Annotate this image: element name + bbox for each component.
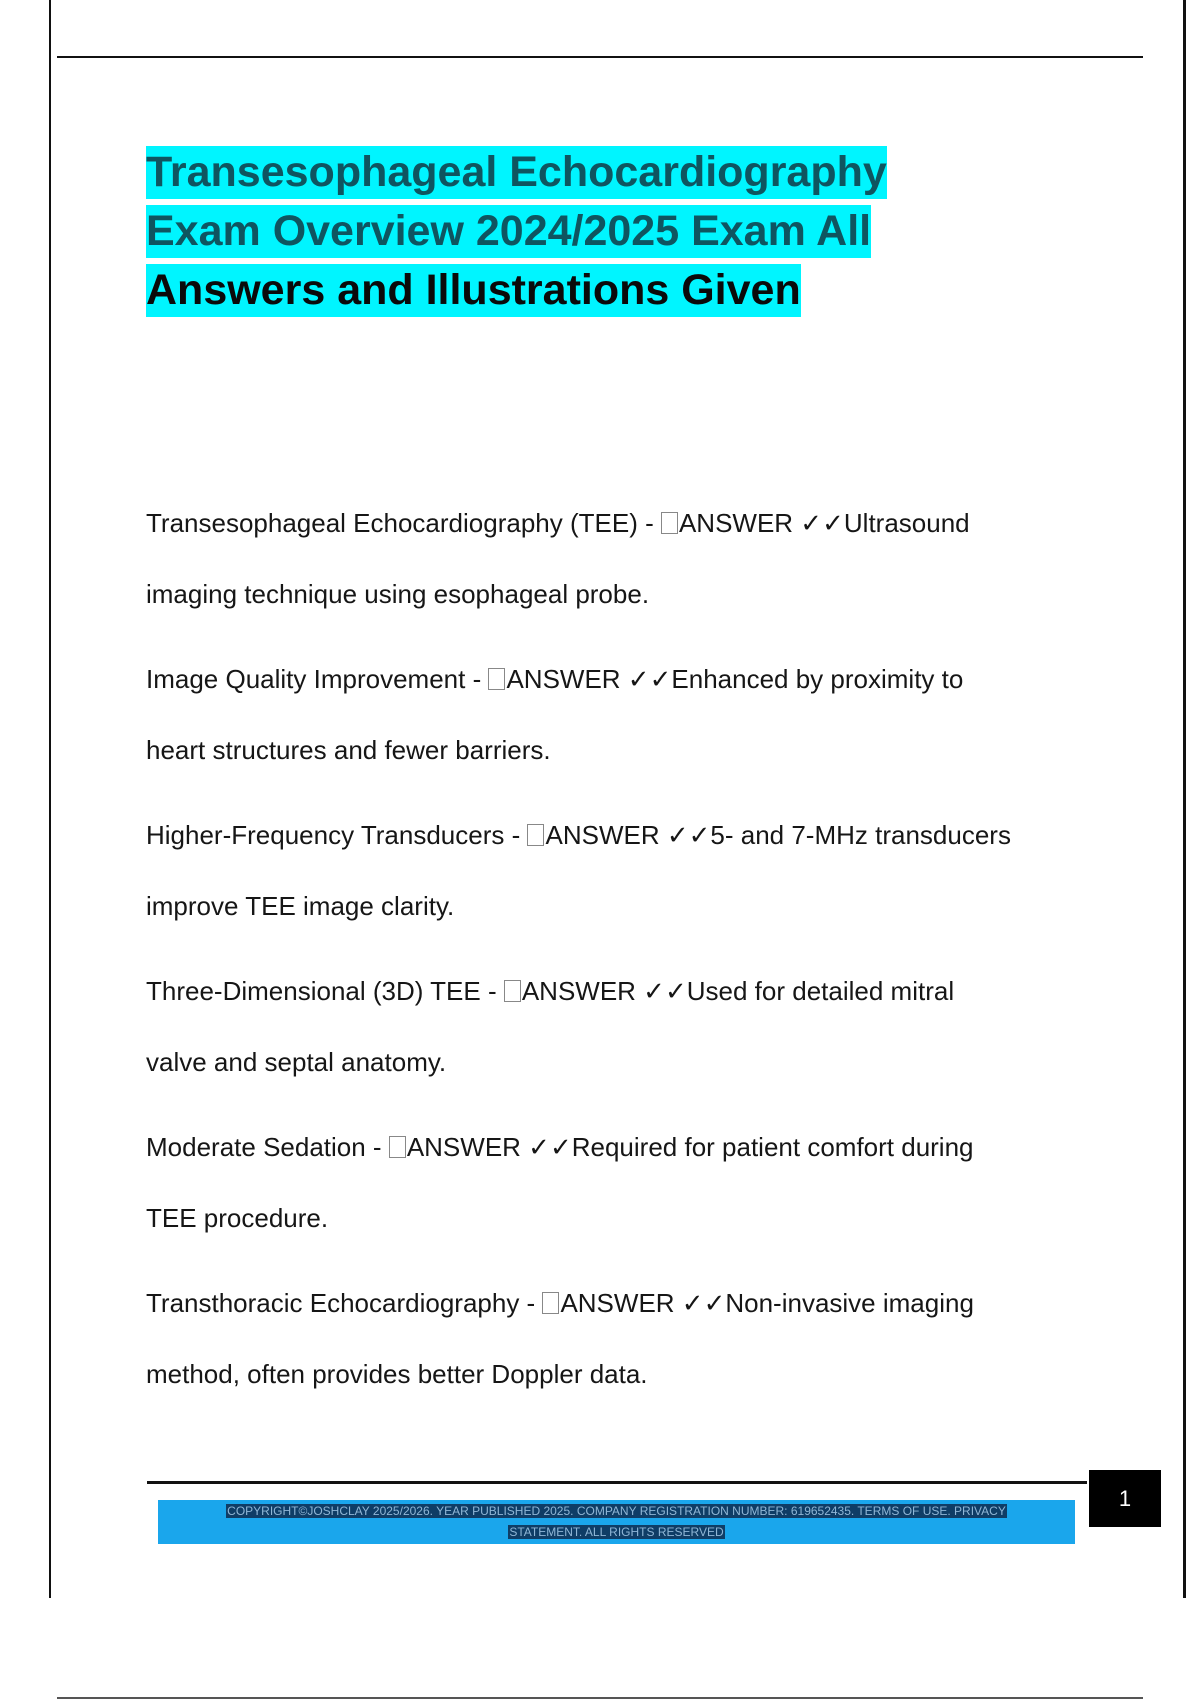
answer-marker: ANSWER ✓✓ — [521, 976, 687, 1006]
title-highlight — [146, 264, 801, 317]
answer-marker: ANSWER ✓✓ — [545, 820, 711, 850]
answer-marker: ANSWER ✓✓ — [678, 508, 844, 538]
qa-line-1 — [146, 644, 1106, 715]
qa-line-1 — [146, 800, 1106, 871]
missing-glyph-icon — [527, 824, 544, 846]
qa-item — [146, 956, 1106, 1098]
page-border-left — [49, 0, 51, 1598]
header-rule — [57, 56, 1143, 58]
title-highlight — [146, 146, 887, 199]
footer-rule — [147, 1481, 1087, 1484]
qa-answer: Non-invasive imaging — [725, 1288, 974, 1318]
missing-glyph-icon — [389, 1136, 406, 1158]
answer-marker: ANSWER ✓✓ — [506, 664, 672, 694]
answer-marker: ANSWER ✓✓ — [406, 1132, 572, 1162]
qa-line-1 — [146, 1112, 1106, 1183]
missing-glyph-icon — [542, 1292, 559, 1314]
qa-line-2: imaging technique using esophageal probe. — [146, 579, 650, 609]
qa-line-2: heart structures and fewer barriers. — [146, 735, 551, 765]
qa-term: Higher-Frequency Transducers - — [146, 820, 528, 850]
missing-glyph-icon — [504, 980, 521, 1002]
qa-line-1 — [146, 488, 1106, 559]
answer-marker: ANSWER ✓✓ — [560, 1288, 726, 1318]
title-line-2: Exam Overview 2024/2025 Exam All — [146, 207, 872, 255]
qa-line-2: valve and septal anatomy. — [146, 1047, 447, 1077]
qa-item — [146, 1268, 1106, 1410]
qa-answer: Required for patient comfort during — [571, 1132, 974, 1162]
qa-line-2: method, often provides better Doppler data. — [146, 1359, 648, 1389]
copyright-notice — [158, 1501, 1075, 1543]
title-line-1: Transesophageal Echocardiography — [146, 148, 887, 196]
qa-item — [146, 488, 1106, 630]
page-number: 1 — [1089, 1470, 1161, 1527]
qa-item — [146, 644, 1106, 786]
qa-list — [146, 488, 1106, 1424]
missing-glyph-icon — [661, 512, 678, 534]
qa-term: Transesophageal Echocardiography (TEE) - — [146, 508, 661, 538]
title-line-3: Answers and Illustrations Given — [146, 266, 801, 314]
copyright-line-1: COPYRIGHT©JOSHCLAY 2025/2026. YEAR PUBLISHED 2025. COMPANY REGISTRATION NUMBER: 619652435. TERMS OF USE. PRIVACY — [227, 1504, 1006, 1518]
document-title — [146, 143, 1046, 320]
page-border-right — [1183, 0, 1186, 1598]
qa-term: Transthoracic Echocardiography - — [146, 1288, 543, 1318]
qa-answer: Used for detailed mitral — [686, 976, 955, 1006]
title-highlight — [146, 205, 871, 258]
qa-answer: 5- and 7-MHz transducers — [710, 820, 1011, 850]
qa-line-2: improve TEE image clarity. — [146, 891, 455, 921]
qa-line-2: TEE procedure. — [146, 1203, 329, 1233]
qa-term: Moderate Sedation - — [146, 1132, 389, 1162]
next-page-rule — [57, 1697, 1143, 1699]
qa-answer: Enhanced by proximity to — [671, 664, 964, 694]
qa-answer: Ultrasound — [843, 508, 970, 538]
qa-line-1 — [146, 1268, 1106, 1339]
qa-line-1 — [146, 956, 1106, 1027]
qa-item — [146, 1112, 1106, 1254]
qa-term: Three-Dimensional (3D) TEE - — [146, 976, 504, 1006]
qa-term: Image Quality Improvement - — [146, 664, 489, 694]
missing-glyph-icon — [488, 668, 505, 690]
copyright-line-2: STATEMENT. ALL RIGHTS RESERVED — [509, 1525, 724, 1539]
qa-item — [146, 800, 1106, 942]
